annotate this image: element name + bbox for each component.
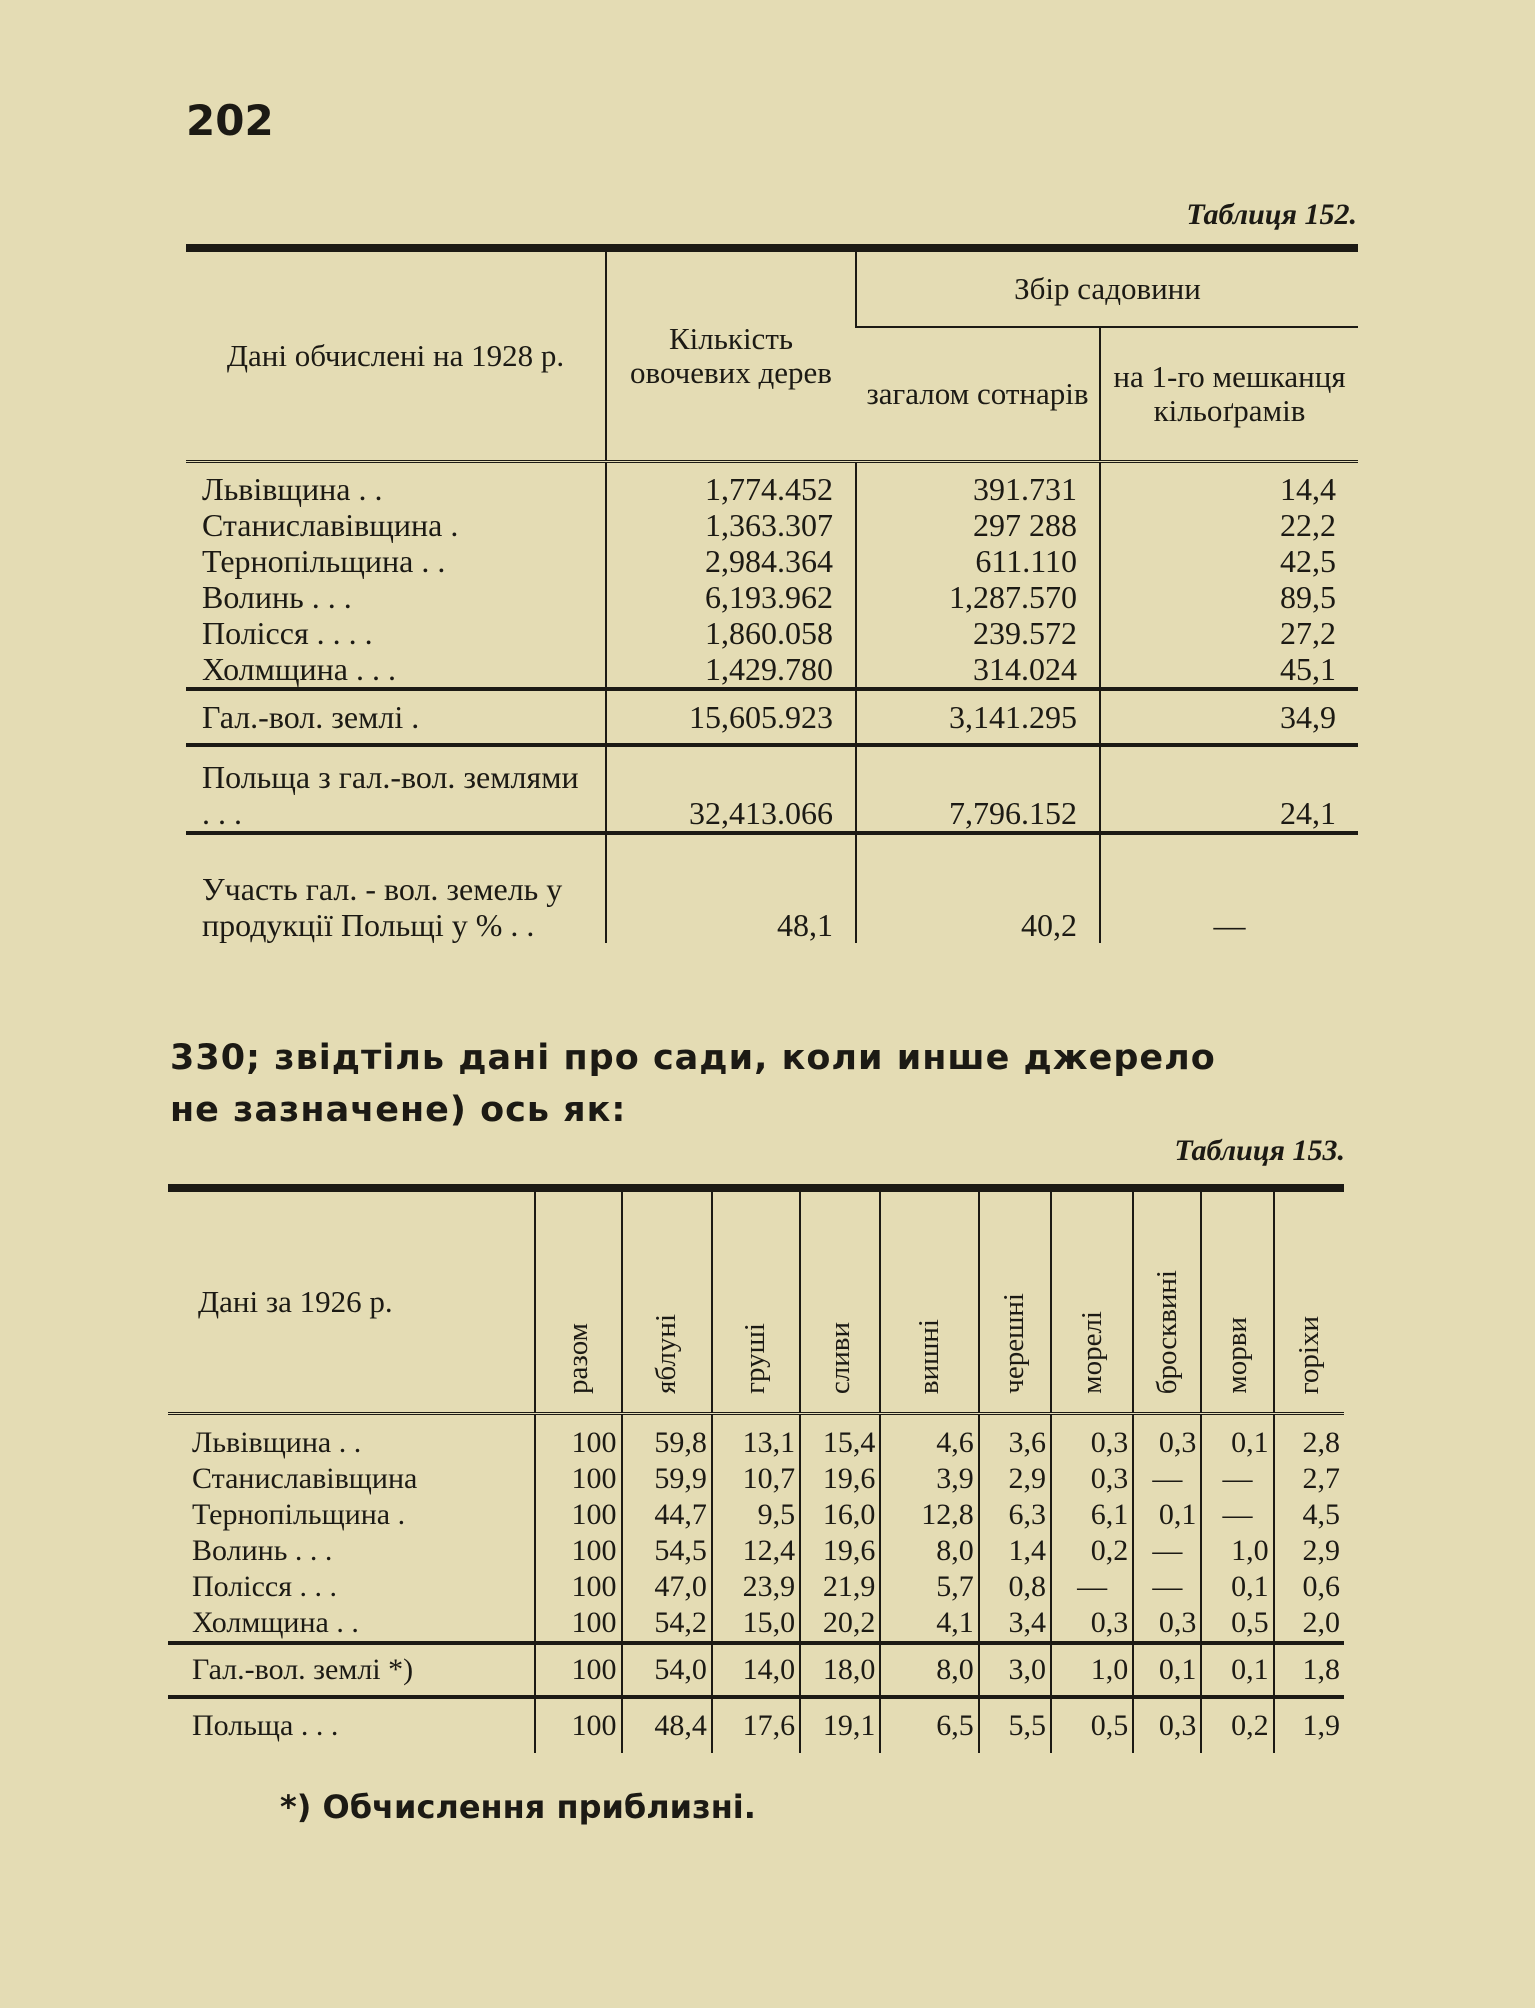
cell-value: 6,5 [880, 1697, 978, 1753]
table-row [168, 1643, 1344, 1697]
row-label: Полісся . . . [192, 1570, 338, 1603]
cell-trees: 2,984.364 [606, 543, 856, 579]
row-label: Станиславівщина [192, 1462, 418, 1495]
cell-trees: 1,363.307 [606, 507, 856, 543]
paragraph-line-1: 330; звідтіль дані про сади, коли инше джерело [170, 1038, 1216, 1078]
cell-trees: 1,860.058 [606, 615, 856, 651]
cell-value: 100 [535, 1497, 621, 1533]
cell-value: 6,1 [1051, 1497, 1133, 1533]
cell-per-capita: 14,4 [1100, 462, 1358, 508]
cell-value: 15,4 [800, 1414, 880, 1462]
row-label: Холмщина . . [192, 1606, 359, 1639]
cell-value: 0,1 [1201, 1569, 1273, 1605]
cell-value: 9,5 [712, 1497, 800, 1533]
cell-value: 1,9 [1274, 1697, 1344, 1753]
header-fruit [622, 1188, 712, 1414]
cell-trees: 15,605.923 [606, 689, 856, 745]
cell-per-capita: — [1100, 833, 1358, 943]
cell-value: 19,6 [800, 1461, 880, 1497]
header-fruit-label: разом [561, 1323, 594, 1394]
cell-value: 0,5 [1051, 1697, 1133, 1753]
cell-per-capita: 45,1 [1100, 651, 1358, 689]
cell-value: 3,6 [979, 1414, 1051, 1462]
body-paragraph [170, 1032, 1350, 1136]
cell-value: 2,9 [979, 1461, 1051, 1497]
cell-value: 4,5 [1274, 1497, 1344, 1533]
cell-value: 100 [535, 1605, 621, 1643]
cell-value: 2,7 [1274, 1461, 1344, 1497]
cell-value: 100 [535, 1697, 621, 1753]
cell-value: 21,9 [800, 1569, 880, 1605]
row-label: Станиславівщина . [202, 507, 459, 543]
cell-value: 100 [535, 1414, 621, 1462]
table-row [186, 651, 1358, 689]
header-per-capita: на 1-го мешканця кільоґрамів [1100, 327, 1358, 462]
header-total: загалом сотнарів [856, 327, 1100, 462]
header-region: Дані обчислені на 1928 р. [186, 248, 606, 462]
table-row [186, 579, 1358, 615]
cell-value: 8,0 [880, 1533, 978, 1569]
header-fruit [800, 1188, 880, 1414]
table-row [186, 462, 1358, 508]
table-row [186, 507, 1358, 543]
cell-value: 0,1 [1201, 1414, 1273, 1462]
cell-value: 4,1 [880, 1605, 978, 1643]
cell-value: 23,9 [712, 1569, 800, 1605]
cell-value: 47,0 [622, 1569, 712, 1605]
cell-value: 0,1 [1201, 1643, 1273, 1697]
cell-value: 5,7 [880, 1569, 978, 1605]
cell-total: 3,141.295 [856, 689, 1100, 745]
cell-value: 100 [535, 1643, 621, 1697]
cell-total: 314.024 [856, 651, 1100, 689]
table-row [168, 1461, 1344, 1497]
cell-total: 239.572 [856, 615, 1100, 651]
header-fruit-label: морви [1221, 1317, 1254, 1394]
cell-value: 3,4 [979, 1605, 1051, 1643]
table-row [168, 1414, 1344, 1462]
row-label: Холмщина . . . [202, 651, 396, 687]
cell-value: 1,0 [1201, 1533, 1273, 1569]
cell-value: 0,3 [1051, 1461, 1133, 1497]
cell-value: 0,3 [1133, 1414, 1201, 1462]
cell-value: 59,9 [622, 1461, 712, 1497]
table-153-caption: Таблиця 153. [1174, 1134, 1345, 1167]
table-152-caption: Таблиця 152. [1186, 198, 1357, 231]
cell-value: 8,0 [880, 1643, 978, 1697]
cell-value: 0,3 [1051, 1605, 1133, 1643]
cell-value: 59,8 [622, 1414, 712, 1462]
cell-value: 19,1 [800, 1697, 880, 1753]
cell-per-capita: 24,1 [1100, 745, 1358, 833]
cell-value: 13,1 [712, 1414, 800, 1462]
row-label: Польща з гал.-вол. землями . . . [186, 745, 606, 833]
header-region: Дані за 1926 р. [168, 1188, 535, 1414]
cell-value: 0,2 [1051, 1533, 1133, 1569]
cell-trees: 32,413.066 [606, 745, 856, 833]
cell-value: — [1051, 1569, 1133, 1605]
cell-value: 0,3 [1133, 1605, 1201, 1643]
cell-value: 5,5 [979, 1697, 1051, 1753]
cell-per-capita: 89,5 [1100, 579, 1358, 615]
table-row [186, 689, 1358, 745]
cell-value: 12,4 [712, 1533, 800, 1569]
header-fruit [535, 1188, 621, 1414]
table-row [168, 1697, 1344, 1753]
header-fruit-label: яблуні [650, 1314, 683, 1394]
table-row [168, 1569, 1344, 1605]
cell-value: 44,7 [622, 1497, 712, 1533]
header-fruit [1274, 1188, 1344, 1414]
cell-total: 391.731 [856, 462, 1100, 508]
cell-value: 2,0 [1274, 1605, 1344, 1643]
cell-value: 0,8 [979, 1569, 1051, 1605]
row-label: Львівщина . . [202, 471, 383, 507]
cell-value: 4,6 [880, 1414, 978, 1462]
header-fruit [1201, 1188, 1273, 1414]
cell-value: — [1201, 1497, 1273, 1533]
row-label: Тернопільщина . . [202, 543, 446, 579]
header-fruit-label: горіхи [1292, 1315, 1325, 1394]
header-fruit [1051, 1188, 1133, 1414]
cell-value: 54,5 [622, 1533, 712, 1569]
cell-value: 0,3 [1133, 1697, 1201, 1753]
table-153-body [168, 1414, 1344, 1754]
cell-trees: 6,193.962 [606, 579, 856, 615]
table-row [168, 1497, 1344, 1533]
table-row [168, 1605, 1344, 1643]
row-label: Гал.-вол. землі *) [168, 1643, 535, 1697]
cell-total: 611.110 [856, 543, 1100, 579]
cell-value: 6,3 [979, 1497, 1051, 1533]
page-number: 202 [186, 96, 274, 145]
cell-per-capita: 42,5 [1100, 543, 1358, 579]
cell-value: 0,3 [1051, 1414, 1133, 1462]
cell-value: 3,9 [880, 1461, 978, 1497]
cell-value: 54,0 [622, 1643, 712, 1697]
header-fruit-label: морелі [1075, 1311, 1108, 1394]
cell-per-capita: 22,2 [1100, 507, 1358, 543]
cell-value: 1,0 [1051, 1643, 1133, 1697]
table-row [186, 615, 1358, 651]
cell-value: — [1133, 1569, 1201, 1605]
cell-total: 40,2 [856, 833, 1100, 943]
header-fruit [979, 1188, 1051, 1414]
cell-value: 16,0 [800, 1497, 880, 1533]
table-row [186, 833, 1358, 943]
header-fruit [1133, 1188, 1201, 1414]
header-fruit [880, 1188, 978, 1414]
table-152 [186, 244, 1358, 943]
cell-value: 15,0 [712, 1605, 800, 1643]
cell-per-capita: 34,9 [1100, 689, 1358, 745]
cell-trees: 1,774.452 [606, 462, 856, 508]
cell-value: 0,2 [1201, 1697, 1273, 1753]
table-153 [168, 1184, 1344, 1753]
cell-value: 0,1 [1133, 1497, 1201, 1533]
cell-value: 100 [535, 1569, 621, 1605]
cell-value: 18,0 [800, 1643, 880, 1697]
header-fruit [712, 1188, 800, 1414]
cell-value: 2,9 [1274, 1533, 1344, 1569]
header-trees: Кількість овочевих дерев [606, 248, 856, 462]
row-label: Польща . . . [168, 1697, 535, 1753]
table-row [186, 543, 1358, 579]
table-row [168, 1533, 1344, 1569]
header-fruit-label: вишні [913, 1318, 946, 1394]
cell-value: 0,1 [1133, 1643, 1201, 1697]
header-fruit-label: бросквині [1150, 1269, 1183, 1394]
cell-value: 10,7 [712, 1461, 800, 1497]
table-152-body [186, 462, 1358, 944]
table-row [186, 745, 1358, 833]
cell-value: 100 [535, 1461, 621, 1497]
cell-value: 3,0 [979, 1643, 1051, 1697]
row-label: Львівщина . . [192, 1426, 362, 1459]
row-label: Полісся . . . . [202, 615, 373, 651]
cell-value: 20,2 [800, 1605, 880, 1643]
paragraph-line-2: не зазначене) ось як: [170, 1090, 627, 1130]
cell-value: 0,6 [1274, 1569, 1344, 1605]
cell-value: 2,8 [1274, 1414, 1344, 1462]
cell-trees: 48,1 [606, 833, 856, 943]
row-label: Гал.-вол. землі . [186, 689, 606, 745]
row-label: Волинь . . . [192, 1534, 333, 1567]
cell-value: 1,4 [979, 1533, 1051, 1569]
cell-per-capita: 27,2 [1100, 615, 1358, 651]
footnote: *) Обчислення приблизні. [280, 1788, 756, 1826]
row-label: Волинь . . . [202, 579, 352, 615]
cell-value: — [1201, 1461, 1273, 1497]
header-fruit-label: груші [739, 1323, 772, 1394]
cell-value: 19,6 [800, 1533, 880, 1569]
cell-value: 12,8 [880, 1497, 978, 1533]
cell-total: 7,796.152 [856, 745, 1100, 833]
cell-value: 1,8 [1274, 1643, 1344, 1697]
cell-value: — [1133, 1533, 1201, 1569]
cell-total: 1,287.570 [856, 579, 1100, 615]
row-label: Участь гал. - вол. земель у продукції Польщі у % . . [186, 833, 606, 943]
header-fruit-label: черешні [998, 1293, 1031, 1394]
cell-total: 297 288 [856, 507, 1100, 543]
cell-value: 14,0 [712, 1643, 800, 1697]
row-label: Тернопільщина . [192, 1498, 406, 1531]
cell-value: 54,2 [622, 1605, 712, 1643]
header-fruit-label: сливи [823, 1321, 856, 1394]
cell-value: 100 [535, 1533, 621, 1569]
header-harvest-group: Збір садовини [856, 248, 1358, 327]
cell-trees: 1,429.780 [606, 651, 856, 689]
cell-value: 48,4 [622, 1697, 712, 1753]
cell-value: — [1133, 1461, 1201, 1497]
cell-value: 17,6 [712, 1697, 800, 1753]
cell-value: 0,5 [1201, 1605, 1273, 1643]
